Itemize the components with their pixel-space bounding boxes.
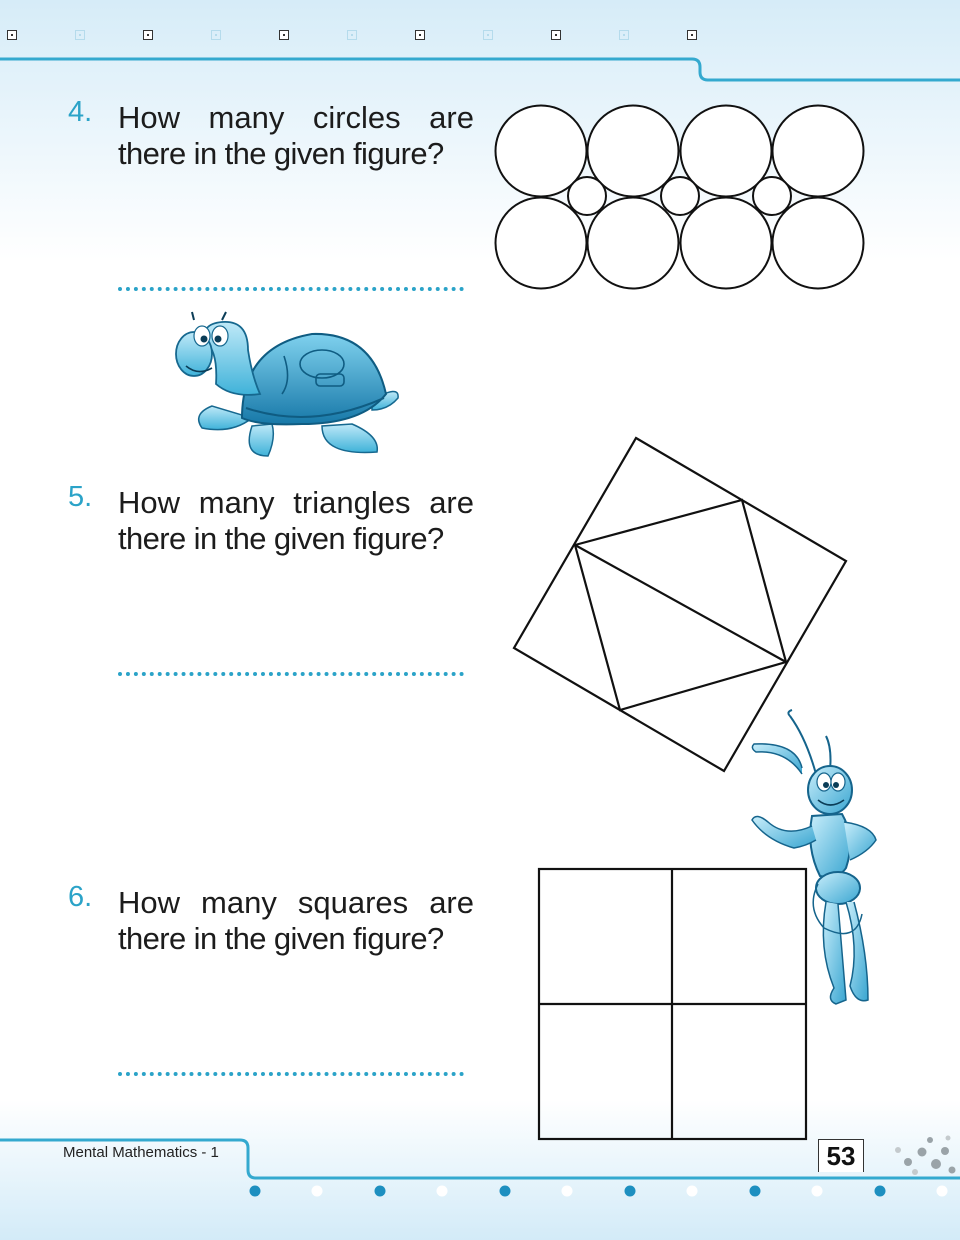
question-line: there in the given figure? [118,521,444,556]
footer-book-title: Mental Mathematics - 1 [63,1144,219,1161]
question-line: How many circles are [118,100,474,135]
question-number: 6. [68,881,93,913]
question-line: there in the given figure? [118,136,444,171]
page-number: 53 [818,1139,864,1172]
question-line: there in the given figure? [118,921,444,956]
question-line: How many squares are [118,885,474,920]
question-line: How many triangles are [118,485,474,520]
question-number: 4. [68,96,93,128]
question-number: 5. [68,481,93,513]
